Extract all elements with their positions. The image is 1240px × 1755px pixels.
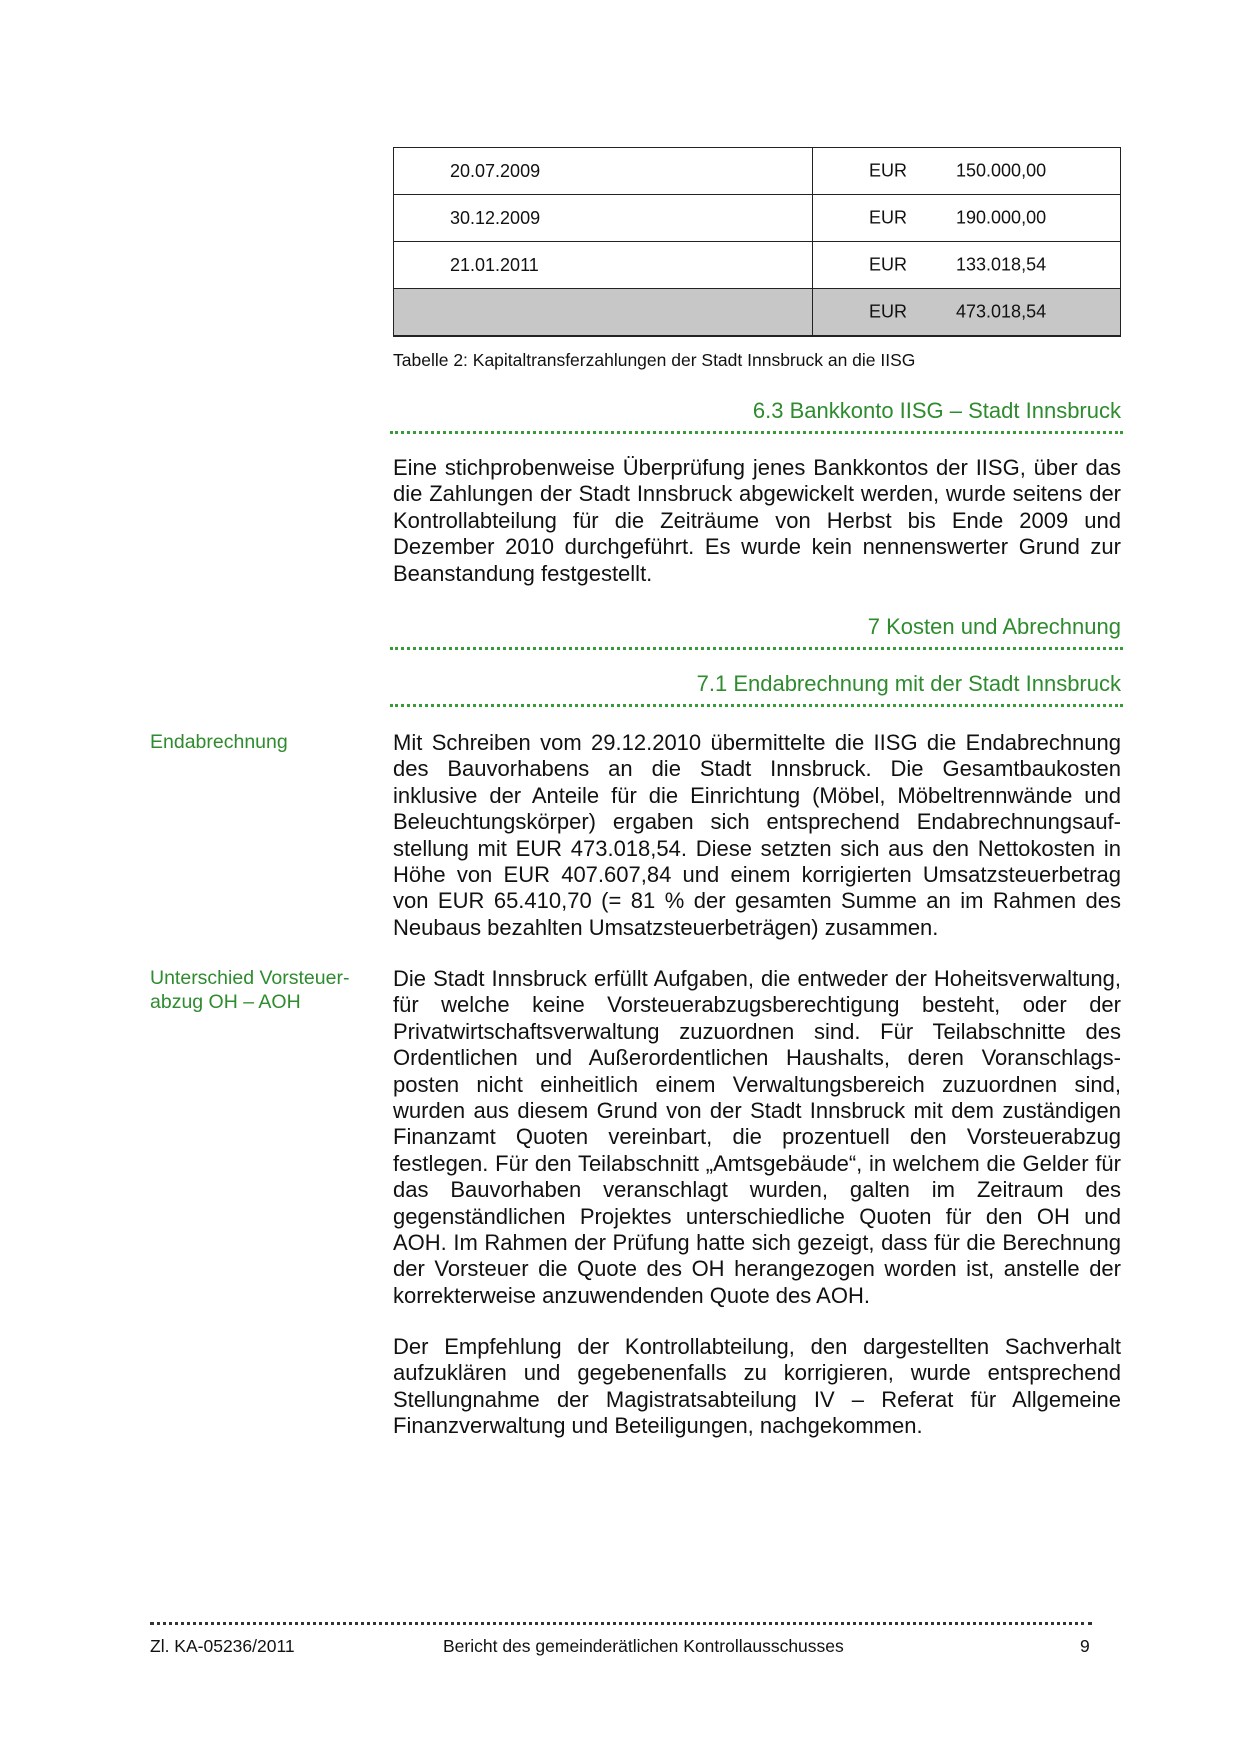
margin-note-endabrechnung: Endabrechnung (150, 731, 288, 753)
table-total-row (394, 289, 1121, 337)
payment-amount-cell (813, 195, 1121, 242)
table-row (394, 195, 1121, 242)
payments-table (393, 147, 1121, 337)
paragraph-empfehlung: Der Empfehlung der Kontrollabteilung, den dargestellten Sachverhalt aufzuklären und gegebenenfalls zu korrigieren, wurde entsprechend Stellungnahme der Magistratsabteilung IV – Referat für Allgemeine Finanzverwaltung und Beteiligungen, nachgekommen. (393, 1334, 1121, 1439)
section-heading-7: 7 Kosten und Abrechnung (390, 614, 1123, 650)
payments-table-container (393, 147, 1121, 337)
table-caption: Tabelle 2: Kapitaltransferzahlungen der Stadt Innsbruck an die IISG (393, 350, 916, 370)
payment-amount: 150.000,00 (956, 160, 1047, 181)
paragraph-endabrechnung: Mit Schreiben vom 29.12.2010 übermittelte die IISG die Endabrechnung des Bauvorhabens an die Stadt Innsbruck. Die Gesamtbaukosten inklusive der Anteile für die Einrichtung (Möbel, Möbeltrennwände und Beleuchtungskörper) ergaben sich entsprechend Endabrechnungsaufstellung mit EUR 473.018,54. Diese setzten sich aus den Nettokosten in Höhe von EUR 407.607,84 und einem korrigierten Umsatzsteuerbetrag von EUR 65.410,70 (= 81 % der gesamten Summe an im Rahmen des Neubaus bezahlten Umsatzsteuerbeträgen) zusammen. (393, 730, 1121, 940)
total-currency: EUR (869, 301, 908, 322)
payment-date: 20.07.2009 (394, 148, 813, 195)
footer-reference: Zl. KA-05236/2011 (150, 1636, 295, 1656)
table-row (394, 242, 1121, 289)
total-amount: 473.018,54 (956, 301, 1047, 322)
margin-note-unterschied: Unterschied Vorsteuerabzug OH – AOH (150, 967, 350, 1013)
payment-amount: 133.018,54 (956, 254, 1047, 275)
total-label (394, 289, 813, 337)
payment-amount-cell (813, 242, 1121, 289)
payment-currency: EUR (869, 160, 908, 181)
payment-currency: EUR (869, 207, 908, 228)
payment-currency: EUR (869, 254, 908, 275)
footer-page-number: 9 (1080, 1636, 1090, 1656)
payment-amount: 190.000,00 (956, 207, 1047, 228)
footer-title: Bericht des gemeinderätlichen Kontrollausschusses (443, 1636, 844, 1656)
payment-amount-cell (813, 148, 1121, 195)
table-row (394, 148, 1121, 195)
total-amount-cell (813, 289, 1121, 337)
footer-divider (150, 1622, 1092, 1625)
section-heading-7-1: 7.1 Endabrechnung mit der Stadt Innsbruck (390, 671, 1123, 707)
payment-date: 30.12.2009 (394, 195, 813, 242)
payment-date: 21.01.2011 (394, 242, 813, 289)
paragraph-bankkonto: Eine stichprobenweise Überprüfung jenes Bankkontos der IISG, über das die Zahlungen der Stadt Innsbruck abgewickelt werden, wurde seitens der Kontrollabteilung für die Zeiträume von Herbst bis Ende 2009 und Dezember 2010 durchgeführt. Es wurde kein nennenswerter Grund zur Beanstandung festgestellt. (393, 455, 1121, 586)
section-heading-6-3: 6.3 Bankkonto IISG – Stadt Innsbruck (390, 398, 1123, 434)
paragraph-vorsteuerabzug: Die Stadt Innsbruck erfüllt Aufgaben, die entweder der Hoheitsverwaltung, für welche keine Vorsteuerabzugsberechtigung besteht, oder der Privatwirtschaftsverwaltung zuzuordnen sind. Für Teilabschnitte des Ordentlichen und Außerordentlichen Haushalts, deren Voranschlagsposten nicht einheitlich einem Verwaltungsbereich zuzuordnen sind, wurden aus diesem Grund von der Stadt Innsbruck mit dem zuständigen Finanzamt Quoten vereinbart, die prozentuell den Vorsteuerabzug festlegen. Für den Teilabschnitt „Amtsgebäude“, in welchem die Gelder für das Bauvorhaben veranschlagt wurden, galten im Zeitraum des gegenständlichen Projektes unterschiedliche Quoten für den OH und AOH. Im Rahmen der Prüfung hatte sich gezeigt, dass für die Berechnung der Vorsteuer die Quote des OH herangezogen worden ist, anstelle der korrekterweise anzuwendenden Quote des AOH. (393, 966, 1121, 1308)
